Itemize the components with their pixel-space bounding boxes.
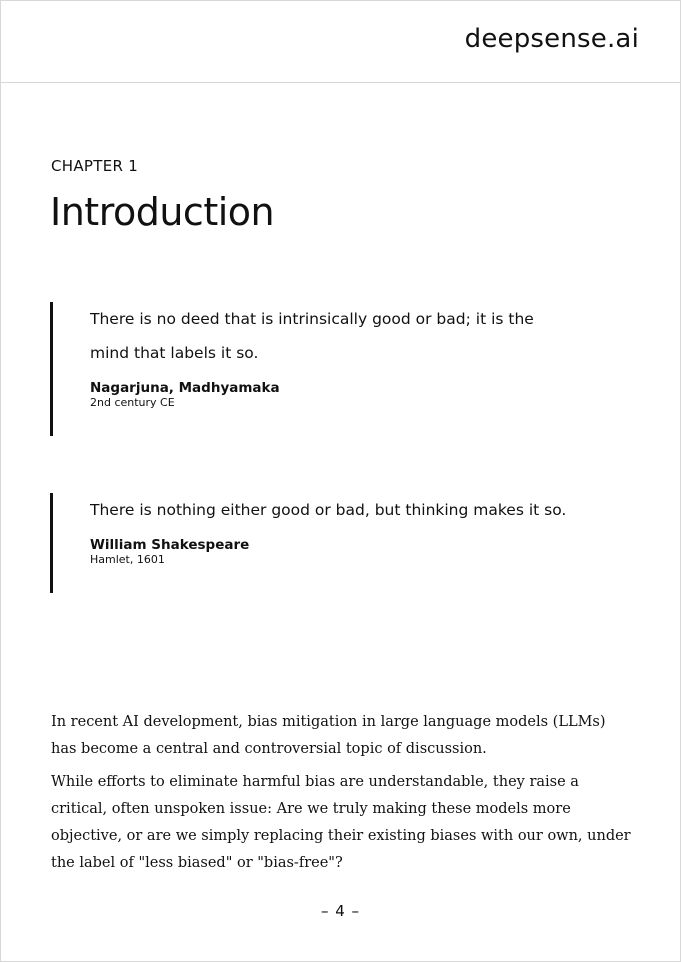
quote-author: William Shakespeare xyxy=(90,537,250,553)
body-paragraph: While efforts to eliminate harmful bias are understandable, they raise a critical, often unspoken issue: Are we truly making these models more objective, or are we simply replacing their existing biases with our own, under the label of "less biased" or "bias-free"? xyxy=(51,774,631,871)
quote-source: 2nd century CE xyxy=(90,396,175,409)
body-text xyxy=(51,709,631,883)
quote-author: Nagarjuna, Madhyamaka xyxy=(90,380,280,396)
quote-block xyxy=(50,493,610,593)
brand-logo: deepsense.ai xyxy=(464,24,639,54)
quote-block xyxy=(50,302,610,436)
page-number: – 4 – xyxy=(320,902,361,920)
quote-source: Hamlet, 1601 xyxy=(90,553,165,566)
quote-text: There is no deed that is intrinsically good or bad; it is the mind that labels it so. xyxy=(90,310,534,362)
chapter-label: CHAPTER 1 xyxy=(51,157,139,175)
page-header xyxy=(0,0,681,83)
quote-text: There is nothing either good or bad, but thinking makes it so. xyxy=(90,501,567,519)
chapter-title: Introduction xyxy=(50,190,275,234)
body-paragraph: In recent AI development, bias mitigation in large language models (LLMs) has become a central and controversial topic of discussion. xyxy=(51,714,606,757)
